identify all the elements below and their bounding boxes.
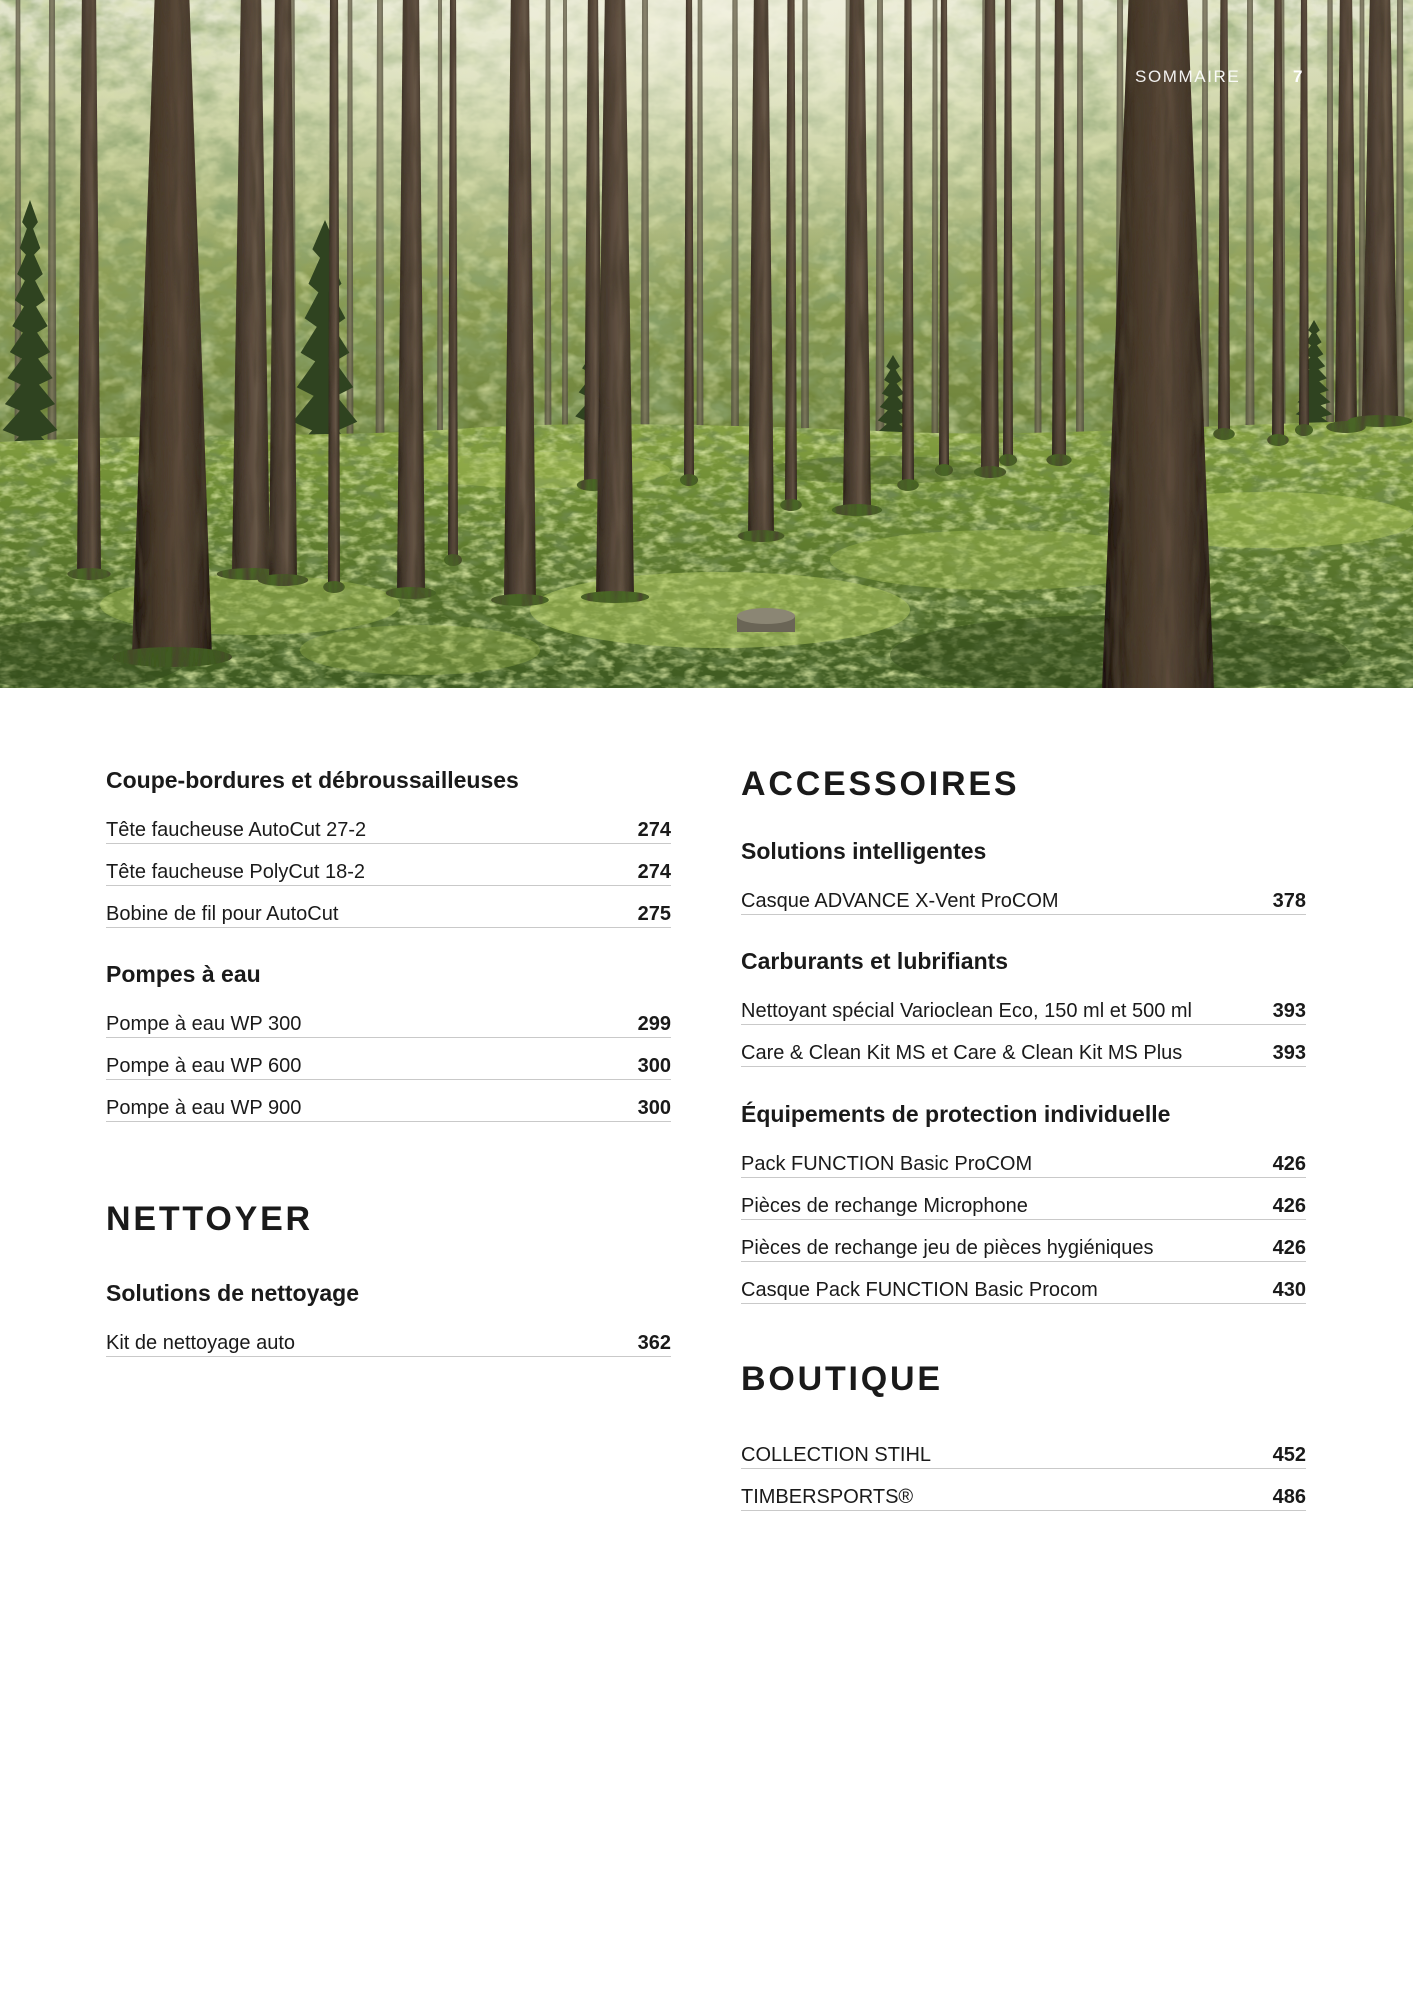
toc-entry xyxy=(106,1038,671,1080)
trunk-base-grass xyxy=(897,479,919,491)
toc-entry-page-number: 378 xyxy=(1272,890,1306,912)
toc-entry-page-number: 430 xyxy=(1272,1279,1306,1301)
toc-entry-label: Tête faucheuse AutoCut 27-2 xyxy=(106,819,367,841)
toc-entry-label: COLLECTION STIHL xyxy=(741,1444,932,1466)
toc-entry-label: Casque ADVANCE X-Vent ProCOM xyxy=(741,890,1059,912)
group-heading: Coupe-bordures et débroussailleuses xyxy=(106,767,519,793)
ground-patch xyxy=(770,456,990,484)
toc-entry-page-number: 299 xyxy=(637,1013,671,1035)
group-heading: Pompes à eau xyxy=(106,961,261,987)
trunk-base-grass xyxy=(323,581,345,593)
toc-entry-page-number: 362 xyxy=(637,1332,671,1354)
tree-trunk xyxy=(328,0,340,587)
tree-trunk xyxy=(1035,0,1042,450)
trunk-base-grass xyxy=(974,466,1006,478)
tree-trunk xyxy=(641,0,650,470)
tree-trunk xyxy=(731,0,739,465)
tree-trunk xyxy=(437,0,443,480)
toc-entry-page-number: 274 xyxy=(637,861,671,883)
tree-trunk xyxy=(1246,0,1255,445)
tree-trunk xyxy=(545,0,552,475)
group-heading: Solutions intelligentes xyxy=(741,838,987,864)
toc-entry xyxy=(106,802,671,844)
toc-entry xyxy=(741,1178,1306,1220)
tree-trunk xyxy=(376,0,385,480)
toc-entry-label: Pompe à eau WP 900 xyxy=(106,1097,302,1119)
toc-entry xyxy=(106,1080,671,1122)
toc-entry xyxy=(106,844,671,886)
trunk-base-grass xyxy=(491,594,549,606)
toc-entry-label: Pack FUNCTION Basic ProCOM xyxy=(741,1153,1033,1175)
group-heading: Équipements de protection individuelle xyxy=(741,1101,1171,1127)
toc-left-column xyxy=(106,764,671,1357)
toc-entry xyxy=(741,873,1306,915)
toc-entry-label: Bobine de fil pour AutoCut xyxy=(106,903,339,925)
tree-stump xyxy=(737,608,795,632)
toc-entry xyxy=(741,1469,1306,1511)
toc-entry-label: Pièces de rechange jeu de pièces hygiéniques xyxy=(741,1237,1154,1259)
toc-entry-label: Casque Pack FUNCTION Basic Procom xyxy=(741,1279,1098,1301)
trunk-base-grass xyxy=(1046,454,1071,466)
page-number: 7 xyxy=(1293,67,1303,86)
trunk-base-grass xyxy=(680,474,698,486)
toc-entry-page-number: 300 xyxy=(637,1055,671,1077)
tree-trunk xyxy=(697,0,704,465)
toc-entry-label: Kit de nettoyage auto xyxy=(106,1332,296,1354)
trunk-base-grass xyxy=(999,454,1017,466)
toc-entry xyxy=(741,1025,1306,1067)
forest-photo xyxy=(0,0,1413,688)
trunk-base-grass xyxy=(832,504,882,516)
toc-entry xyxy=(741,1136,1306,1178)
tree-trunk xyxy=(801,0,809,460)
toc-entry-page-number: 426 xyxy=(1272,1153,1306,1175)
trunk-base-grass xyxy=(386,587,436,599)
toc-entry-label: Pompe à eau WP 300 xyxy=(106,1013,302,1035)
toc-entry xyxy=(741,1262,1306,1304)
toc-entry-page-number: 426 xyxy=(1272,1237,1306,1259)
trunk-base-grass xyxy=(258,574,308,586)
group-heading: Carburants et lubrifiants xyxy=(741,948,1009,974)
toc-entry-page-number: 393 xyxy=(1272,1000,1306,1022)
toc-right-column xyxy=(741,762,1306,1511)
toc-entry-page-number: 393 xyxy=(1272,1042,1306,1064)
toc-entry-page-number: 275 xyxy=(637,903,671,925)
section-title: ACCESSOIRES xyxy=(741,765,1020,803)
trunk-base-grass xyxy=(780,499,802,511)
section-title: NETTOYER xyxy=(106,1200,313,1238)
trunk-base-grass xyxy=(1348,415,1413,427)
trunk-base-grass xyxy=(1267,434,1289,446)
trunk-base-grass xyxy=(1213,428,1235,440)
group-heading: Solutions de nettoyage xyxy=(106,1280,360,1306)
trunk-base-grass xyxy=(581,591,649,603)
tree-trunk xyxy=(1326,0,1334,440)
trunk-base-grass xyxy=(112,647,232,667)
toc-entry-label: TIMBERSPORTS® xyxy=(741,1486,914,1508)
tree-trunk xyxy=(932,0,939,455)
tree-trunk xyxy=(876,0,885,455)
toc-entry xyxy=(741,983,1306,1025)
ground-patch xyxy=(530,572,910,648)
trunk-base-grass xyxy=(1295,424,1313,436)
toc-entry-page-number: 452 xyxy=(1272,1444,1306,1466)
stump-top xyxy=(737,608,795,624)
trunk-base-grass xyxy=(935,464,953,476)
toc-entry xyxy=(741,1427,1306,1469)
toc-entry-page-number: 486 xyxy=(1272,1486,1306,1508)
toc-entry-label: Tête faucheuse PolyCut 18-2 xyxy=(106,861,366,883)
trunk-base-grass xyxy=(67,568,110,580)
toc-entry xyxy=(106,886,671,928)
toc-entry-label: Pièces de rechange Microphone xyxy=(741,1195,1028,1217)
running-header-section: SOMMAIRE xyxy=(1135,67,1241,86)
toc-entry-label: Pompe à eau WP 600 xyxy=(106,1055,302,1077)
section-title: BOUTIQUE xyxy=(741,1360,943,1398)
toc-entry-page-number: 274 xyxy=(637,819,671,841)
toc-entry-label: Care & Clean Kit MS et Care & Clean Kit MS Plus xyxy=(741,1042,1183,1064)
toc-entry xyxy=(106,996,671,1038)
toc-entry xyxy=(741,1220,1306,1262)
ground-patch xyxy=(300,625,540,675)
tree-trunk xyxy=(1076,0,1084,450)
toc-entry-label: Nettoyant spécial Varioclean Eco, 150 ml et 500 ml xyxy=(741,1000,1192,1022)
trunk-base-grass xyxy=(738,530,785,542)
toc-entry-page-number: 426 xyxy=(1272,1195,1306,1217)
trunk-base-grass xyxy=(444,554,462,566)
boutique-list xyxy=(741,1427,1306,1511)
tree-trunk xyxy=(347,0,354,480)
toc-entry-page-number: 300 xyxy=(637,1097,671,1119)
tree-trunk xyxy=(562,0,568,470)
toc-entry xyxy=(106,1315,671,1357)
